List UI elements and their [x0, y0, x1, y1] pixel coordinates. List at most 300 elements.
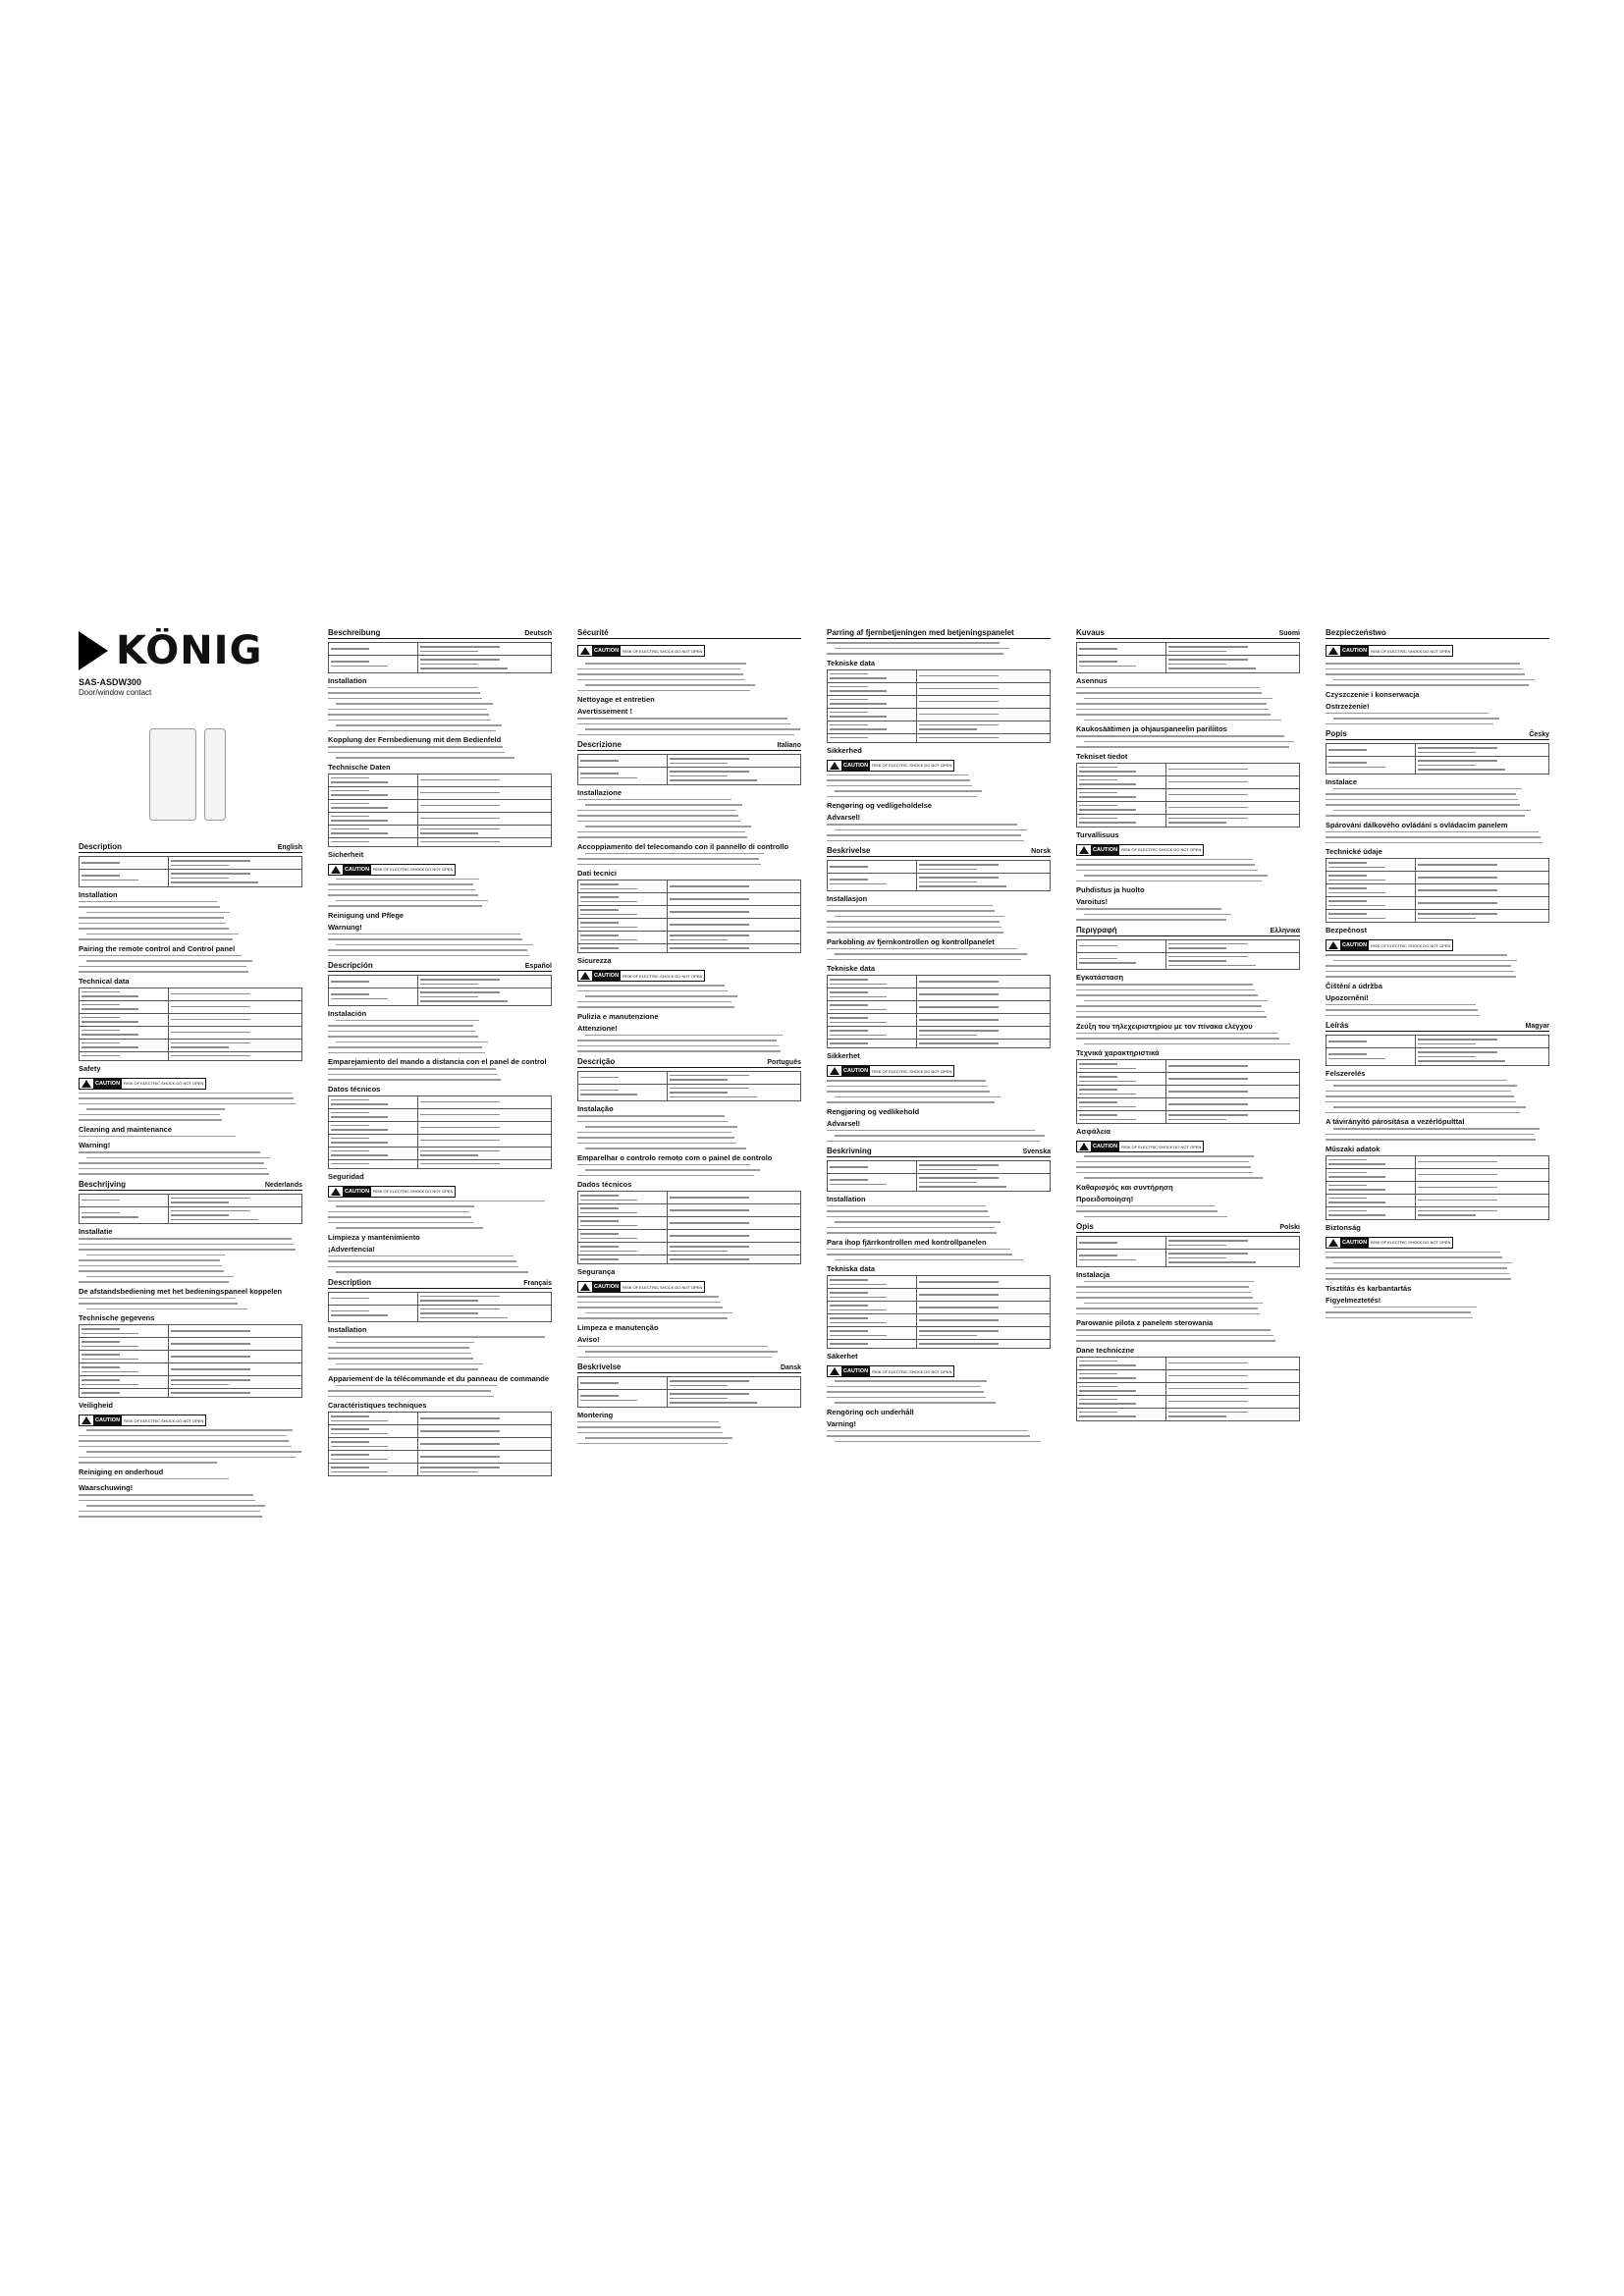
subsection-heading: Kaukosäätimen ja ohjauspaneelin pariliitos	[1076, 724, 1227, 733]
text-line	[1076, 1297, 1253, 1299]
text-line	[830, 1009, 887, 1011]
spec-cell	[828, 733, 917, 742]
text-line	[328, 1211, 469, 1213]
text-line	[1418, 1214, 1476, 1216]
spec-table	[328, 1095, 552, 1169]
text-line	[328, 934, 520, 935]
text-line	[827, 824, 1017, 826]
spec-cell	[828, 1340, 917, 1349]
text-line	[79, 1457, 296, 1459]
text-line	[670, 758, 749, 760]
spec-cell	[667, 1390, 800, 1408]
spec-cell	[916, 1276, 1050, 1289]
caution-badge	[577, 970, 705, 982]
spec-row	[828, 976, 1051, 988]
text-line	[1076, 1313, 1260, 1315]
spec-cell	[667, 1217, 800, 1230]
text-line	[1418, 1039, 1497, 1041]
text-line	[827, 1391, 984, 1393]
spec-row	[828, 1340, 1051, 1349]
text-line	[1079, 1399, 1117, 1401]
text-line	[580, 1195, 619, 1197]
text-line	[1079, 1412, 1117, 1414]
spec-cell	[578, 1390, 668, 1408]
text-line	[577, 723, 790, 725]
spec-cell	[329, 837, 418, 846]
section-header	[1326, 729, 1549, 740]
text-line	[1076, 919, 1226, 921]
spec-row	[828, 1302, 1051, 1314]
spec-cell	[1326, 1181, 1416, 1194]
warning-triangle-icon	[580, 647, 590, 655]
text-line	[580, 922, 619, 924]
text-line	[577, 1050, 781, 1052]
spec-table	[79, 856, 302, 887]
text-line	[1326, 971, 1514, 973]
subsection-heading: Turvallisuus	[1076, 829, 1119, 839]
spec-cell	[916, 988, 1050, 1001]
text-line	[1079, 1119, 1136, 1121]
text-line	[1168, 1401, 1248, 1403]
text-line	[585, 1169, 760, 1171]
spec-cell	[1415, 910, 1548, 923]
spec-cell	[1077, 801, 1166, 814]
subsection-heading: Figyelmeztetés!	[1326, 1295, 1381, 1305]
text-line	[420, 659, 500, 661]
text-line	[1076, 1308, 1258, 1309]
spec-row	[828, 1174, 1051, 1192]
spec-row	[329, 1464, 552, 1476]
subsection-heading: Εγκατάσταση	[1076, 973, 1124, 982]
text-line	[577, 836, 747, 838]
spec-cell	[667, 1192, 800, 1204]
text-line	[328, 1255, 514, 1257]
text-line	[79, 1303, 238, 1305]
spec-row	[828, 695, 1051, 708]
text-line	[1079, 1068, 1136, 1070]
subsection-heading: Instalace	[1326, 776, 1358, 786]
spec-cell	[916, 976, 1050, 988]
text-line	[171, 860, 250, 862]
section-title: Parring af fjernbetjeningen med betjeningspanelet	[827, 628, 1014, 637]
spec-cell	[168, 1325, 301, 1338]
spec-table	[1076, 1236, 1300, 1267]
text-line	[670, 911, 749, 913]
text-line	[328, 1216, 471, 1218]
text-line	[328, 949, 527, 951]
text-line	[1079, 805, 1117, 807]
column-5	[1076, 628, 1300, 1674]
spec-row	[578, 1071, 801, 1084]
text-line	[830, 1292, 868, 1294]
text-line	[1168, 822, 1226, 824]
text-line	[420, 1154, 478, 1156]
spec-row	[828, 1289, 1051, 1302]
caution-label: CAUTION	[1342, 648, 1368, 654]
text-line	[420, 651, 478, 653]
text-line	[919, 1307, 999, 1308]
subsection-heading: Veiligheid	[79, 1401, 114, 1410]
text-line	[830, 991, 868, 993]
spec-row	[80, 1051, 302, 1060]
text-line	[580, 1238, 637, 1240]
section-title: Popis	[1326, 729, 1347, 738]
spec-cell	[1415, 897, 1548, 910]
text-line	[577, 673, 743, 675]
subsection-heading: Καθαρισμός και συντήρηση	[1076, 1182, 1173, 1192]
text-line	[830, 716, 887, 718]
text-line	[919, 701, 999, 703]
paragraph-lines	[827, 948, 1051, 961]
text-line	[919, 981, 999, 983]
subsection-heading: Kopplung der Fernbedienung mit dem Bedienfeld	[328, 735, 502, 744]
text-line	[830, 1017, 868, 1019]
spec-cell	[80, 1389, 169, 1398]
caution-subtext: RISK OF ELECTRIC SHOCK DO NOT OPEN	[623, 1284, 703, 1290]
text-line	[331, 1138, 369, 1140]
text-line	[81, 1341, 120, 1343]
spec-cell	[1415, 1168, 1548, 1181]
spec-row	[1326, 910, 1549, 923]
text-line	[1418, 864, 1497, 866]
text-line	[830, 1284, 887, 1286]
spec-cell	[417, 774, 551, 786]
spec-table	[1326, 743, 1549, 774]
product-name: Door/window contact	[79, 688, 152, 697]
paragraph-lines	[1076, 1155, 1300, 1179]
language-label: Norsk	[1031, 848, 1051, 855]
text-line	[670, 1380, 749, 1382]
text-line	[577, 718, 787, 720]
spec-row	[578, 1243, 801, 1255]
text-line	[1079, 822, 1136, 824]
text-line	[919, 675, 999, 677]
text-line	[577, 1121, 728, 1123]
spec-row	[80, 1363, 302, 1376]
section-header	[79, 842, 302, 853]
spec-row	[828, 988, 1051, 1001]
text-line	[1328, 1053, 1367, 1055]
spec-cell	[578, 944, 668, 953]
spec-table	[577, 754, 801, 785]
text-line	[81, 1008, 138, 1010]
text-line	[1328, 1185, 1367, 1187]
subsection-heading: Warning!	[79, 1141, 111, 1149]
text-line	[585, 728, 800, 730]
text-line	[670, 775, 728, 777]
language-label: Français	[523, 1279, 552, 1287]
text-line	[1076, 859, 1253, 861]
text-line	[577, 1357, 772, 1359]
text-line	[827, 834, 1021, 836]
text-line	[81, 1346, 138, 1348]
spec-cell	[168, 1376, 301, 1389]
text-line	[336, 1271, 528, 1273]
text-line	[328, 709, 487, 711]
spec-cell	[1077, 788, 1166, 801]
text-line	[1076, 1033, 1277, 1035]
text-line	[79, 938, 233, 940]
text-line	[328, 883, 473, 885]
text-line	[835, 1221, 1001, 1223]
text-line	[336, 1205, 474, 1207]
paragraph-lines	[328, 1068, 552, 1081]
text-line	[827, 1091, 990, 1093]
text-line	[670, 1088, 749, 1090]
language-label: Suomi	[1278, 630, 1300, 637]
subsection-heading: Seguridad	[328, 1171, 364, 1181]
spec-row	[1326, 757, 1549, 774]
text-line	[420, 1000, 508, 1002]
spec-row	[329, 1451, 552, 1464]
text-line	[79, 1249, 296, 1251]
text-line	[86, 934, 239, 935]
text-line	[1328, 1163, 1385, 1165]
text-line	[670, 1393, 749, 1395]
text-line	[420, 1150, 500, 1152]
text-line	[79, 1446, 292, 1448]
text-line	[919, 1035, 977, 1037]
section	[79, 1180, 302, 1518]
text-line	[328, 1036, 478, 1038]
paragraph-lines	[1076, 859, 1300, 882]
column-body	[79, 842, 302, 1518]
spec-cell	[667, 1204, 800, 1217]
text-line	[830, 677, 887, 679]
text-line	[835, 790, 982, 792]
spec-row	[578, 1204, 801, 1217]
caution-subtext: RISK OF ELECTRIC SHOCK DO NOT OPEN	[1121, 847, 1202, 852]
section-header	[1076, 1222, 1300, 1233]
spec-cell	[1077, 1369, 1166, 1382]
text-line	[171, 1356, 250, 1358]
spec-table	[1076, 1059, 1300, 1124]
text-line	[1168, 956, 1248, 958]
spec-row	[828, 1314, 1051, 1327]
subsection-heading: Instalação	[577, 1104, 614, 1113]
text-line	[331, 1467, 369, 1468]
text-line	[1084, 698, 1272, 700]
text-line	[79, 923, 226, 925]
text-line	[331, 1103, 388, 1105]
paragraph-lines	[577, 985, 801, 1008]
spec-cell	[1077, 656, 1166, 673]
text-line	[1328, 880, 1385, 881]
caution-label: CAUTION	[843, 1368, 869, 1374]
subsection-heading: Attenzione!	[577, 1023, 618, 1033]
spec-table	[1326, 1035, 1549, 1066]
spec-cell	[1326, 744, 1416, 757]
text-line	[1079, 1094, 1136, 1095]
spec-cell	[329, 1159, 418, 1168]
section	[577, 1362, 801, 1444]
text-line	[1333, 1085, 1517, 1087]
text-line	[86, 1308, 247, 1310]
text-line	[1168, 769, 1248, 771]
text-line	[331, 981, 369, 983]
subsection-heading: Műszaki adatok	[1326, 1144, 1380, 1153]
text-line	[1418, 1056, 1476, 1058]
subsection-heading: Montering	[577, 1410, 614, 1419]
text-line	[830, 1335, 887, 1337]
section	[328, 1278, 552, 1477]
paragraph-lines	[577, 1346, 801, 1359]
spec-row	[1077, 814, 1300, 827]
spec-cell	[1326, 872, 1416, 884]
spec-table	[1326, 858, 1549, 923]
spec-cell	[1326, 1155, 1416, 1168]
subsection-heading: Tekniska data	[827, 1264, 876, 1273]
text-line	[1326, 1252, 1500, 1254]
spec-table	[827, 1160, 1051, 1192]
text-line	[1168, 1253, 1248, 1255]
spec-cell	[329, 976, 418, 988]
subsection-heading: Varoitus!	[1076, 897, 1109, 906]
text-line	[835, 648, 1009, 650]
text-line	[830, 1343, 868, 1345]
spec-cell	[1165, 788, 1299, 801]
paragraph-lines	[1076, 1205, 1300, 1218]
text-line	[1326, 713, 1489, 715]
text-line	[827, 1086, 988, 1088]
spec-cell	[916, 1327, 1050, 1340]
text-line	[1333, 810, 1531, 812]
text-line	[1328, 767, 1385, 769]
spec-table	[1326, 1155, 1549, 1220]
text-line	[1326, 836, 1541, 838]
text-line	[835, 916, 1004, 918]
paragraph-lines	[577, 1296, 801, 1319]
text-line	[420, 1471, 478, 1473]
text-line	[331, 777, 369, 779]
text-line	[1079, 1242, 1117, 1244]
spec-row	[329, 1121, 552, 1134]
text-line	[336, 724, 502, 726]
spec-cell	[1165, 1060, 1299, 1073]
spec-cell	[417, 1413, 551, 1425]
text-line	[580, 773, 619, 774]
spec-row	[1077, 1098, 1300, 1111]
text-line	[331, 1112, 369, 1114]
text-line	[1079, 666, 1136, 667]
section	[1076, 628, 1300, 921]
paragraph-lines	[328, 934, 552, 957]
text-line	[1328, 1201, 1385, 1203]
subsection-heading: Pairing the remote control and Control panel	[79, 943, 236, 953]
text-line	[328, 1222, 473, 1224]
text-line	[1326, 1091, 1511, 1093]
text-line	[577, 1001, 731, 1003]
paragraph-lines	[1326, 954, 1549, 978]
spec-cell	[80, 1363, 169, 1376]
spec-cell	[1326, 757, 1416, 774]
paragraph-lines	[1326, 1252, 1549, 1280]
text-line	[585, 1312, 732, 1314]
text-line	[1418, 752, 1476, 754]
text-line	[580, 901, 637, 903]
text-line	[577, 1143, 736, 1145]
text-line	[79, 928, 229, 930]
text-line	[1333, 1307, 1477, 1308]
sensor-body	[149, 728, 196, 821]
text-line	[1168, 807, 1248, 809]
paragraph-lines	[328, 687, 552, 732]
text-line	[1326, 842, 1543, 844]
text-line	[81, 1216, 138, 1218]
spec-row	[828, 1040, 1051, 1048]
text-line	[420, 792, 500, 794]
text-line	[420, 1456, 500, 1458]
text-line	[331, 794, 388, 796]
text-line	[830, 866, 868, 868]
text-line	[336, 1020, 479, 1022]
spec-cell	[1077, 952, 1166, 970]
text-line	[827, 1101, 995, 1103]
text-line	[171, 993, 250, 995]
spec-cell	[828, 1289, 917, 1302]
caution-badge	[577, 1281, 705, 1293]
spec-cell	[1165, 1237, 1299, 1250]
spec-row	[80, 1013, 302, 1026]
caution-badge	[827, 760, 954, 772]
text-line	[1328, 1058, 1385, 1060]
text-line	[1333, 1106, 1526, 1108]
paragraph-lines	[1326, 1004, 1549, 1017]
text-line	[830, 1030, 868, 1032]
column-3	[577, 628, 801, 1674]
subsection-heading: Installation	[328, 675, 367, 685]
spec-cell	[1415, 1036, 1548, 1048]
text-line	[1076, 746, 1289, 748]
spec-cell	[1415, 884, 1548, 897]
text-line	[1079, 783, 1136, 785]
text-line	[328, 894, 478, 896]
text-line	[1079, 661, 1117, 663]
text-line	[86, 1255, 225, 1256]
text-line	[1079, 1403, 1136, 1405]
text-line	[1084, 1281, 1254, 1283]
spec-row	[1077, 775, 1300, 788]
spec-cell	[578, 906, 668, 919]
paragraph-lines	[577, 1164, 801, 1177]
text-line	[81, 1379, 120, 1381]
text-line	[1418, 1200, 1497, 1201]
text-line	[420, 646, 500, 648]
spec-cell	[80, 1000, 169, 1013]
text-line	[1326, 1311, 1471, 1313]
spec-cell	[329, 1451, 418, 1464]
text-line	[1328, 1214, 1385, 1216]
spec-cell	[1165, 1382, 1299, 1395]
section-header	[1076, 926, 1300, 936]
spec-cell	[667, 1084, 800, 1101]
text-line	[919, 714, 999, 716]
spec-cell	[1415, 1194, 1548, 1206]
text-line	[919, 1294, 999, 1296]
paragraph-lines	[328, 1336, 552, 1370]
spec-cell	[417, 1292, 551, 1305]
text-line	[336, 879, 479, 881]
subsection-heading: ¡Advertencia!	[328, 1244, 375, 1254]
text-line	[1076, 1161, 1249, 1163]
text-line	[1168, 794, 1248, 796]
section-title: Sécurité	[577, 628, 609, 637]
text-line	[1418, 889, 1497, 891]
text-line	[1076, 1292, 1251, 1294]
text-line	[1328, 1189, 1385, 1191]
text-line	[919, 1030, 999, 1032]
text-line	[420, 818, 500, 820]
